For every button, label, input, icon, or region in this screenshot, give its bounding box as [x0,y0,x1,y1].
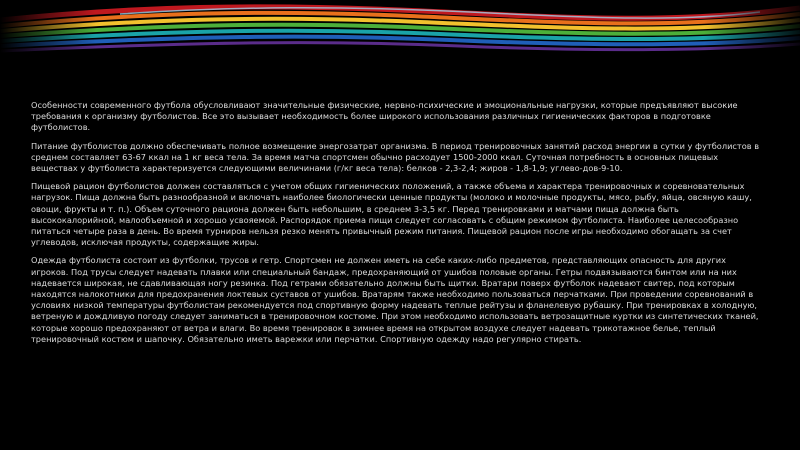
paragraph-football-demands: Особенности современного футбола обусловливают значительные физические, нервно-психические и эмоциональные нагрузки, которые предъявляют высокие требования к организму футболистов. Все это вызывает необходимость более широкого использования различных гигиенических факторов в подготовке футболистов. [31,100,738,133]
paragraph-clothing: Одежда футболиста состоит из футболки, трусов и гетр. Спортсмен не должен иметь на себе каких-либо предметов, представляющих опасность для других игроков. Под трусы следует надевать плавки или специальный бандаж, предохраняющий от ушибов половые органы. Гетры подвязываются бинтом или на них надевается широкая, не сдавливающая ногу резинка. Под гетрами обязательно должны быть щитки. Вратари поверх футболок надевают свитер, под которым находятся налокотники для предохранения локтевых суставов от ушибов. Вратарям также необходимо пользоваться перчатками. При проведении соревнований в условиях низкой температуры футболистам рекомендуется под спортивную форму надевать теплые рейтузы и фланелевую рубашку. При тренировках в холодную, ветреную и дождливую погоду следует заниматься в тренировочном костюме. При этом необходимо использовать ветрозащитные куртки из синтетических тканей, которые хорошо предохраняют от ветра и влаги. Во время тренировок в зимнее время на открытом воздухе следует надевать трикотажное белье, теплый тренировочный костюм и шапочку. Обязательно иметь варежки или перчатки. Спортивную одежду надо регулярно стирать. [31,255,759,344]
rainbow-ribbon-graphic [0,0,800,62]
slide-body-text [31,100,764,352]
paragraph-diet-composition: Пищевой рацион футболистов должен составляться с учетом общих гигиенических положений, а также объема и характера тренировочных и соревновательных нагрузок. Пища должна быть разнообразной и включать наиболее биологически ценные продукты (молоко и молочные продукты, мясо, рыбу, яйца, овсяную кашу, овощи, фрукты и т. п.). Объем суточного рациона должен быть небольшим, в среднем 3-3,5 кг. Перед тренировками и матчами пища должна быть высококалорийной, малообъемной и хорошо усвояемой. Распорядок приема пищи следует согласовать с общим режимом футболиста. Наиболее целесообразно питаться четыре раза в день. Во время турниров нельзя резко менять привычный режим питания. Пищевой рацион после игры необходимо обогащать за счет углеводов, исключая продукты, содержащие жиры. [31,181,752,248]
paragraph-nutrition-energy: Питание футболистов должно обеспечивать полное возмещение энергозатрат организма. В период тренировочных занятий расход энергии в сутки у футболистов в среднем составляет 63-67 ккал на 1 кг веса тела. За время матча спортсмен обычно расходует 1500-2000 ккал. Суточная потребность в основных пищевых веществах у футболиста характеризуется следующими величинами (г/кг веса тела): белков - 2,3-2,4; жиров - 1,8-1,9; углево-дов-9-10. [31,140,760,174]
decorative-ribbon-band [0,0,800,62]
